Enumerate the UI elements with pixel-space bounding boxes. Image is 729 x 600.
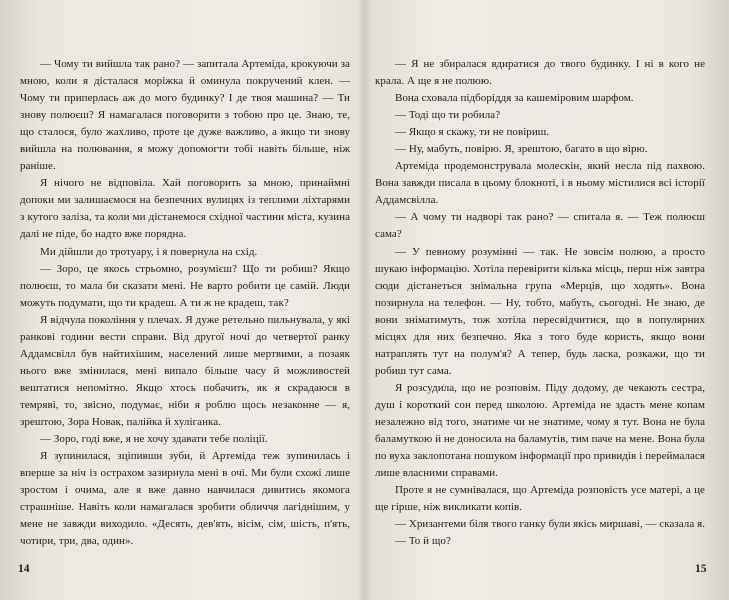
paragraph: Артеміда продемонструвала молескін, який несла під пахвою. Вона завжди писала в цьому блокноті, і в ньому містилися всі історії Аддамсвілла. (375, 160, 705, 207)
paragraph: Ми дійшли до тротуару, і я повернула на схід. (40, 245, 258, 258)
paragraph: Я відчула покоління у плечах. Я дуже ретельно пильнувала, у які ранкові години вести справи. Від другої ночі до четвертої ранку Аддамсвілл був найтихішим, населений лише мертвими, а позаяк нього вже змінилася, мені випало більше часу й можливостей вештатися непомітно. Якщо хтось побачить, як я скрадаюся в темряві, то, звісно, подумає, ніби я роблю щось незаконне — я, зрештою, Зора Новак, палійка й хуліганка. (20, 313, 350, 428)
paragraph: Проте я не сумнівалася, що Артеміда розповість усе матері, а це ще гірше, ніж викликати копів. (375, 484, 705, 514)
paragraph: — Тоді що ти робила? (395, 109, 501, 122)
page-number-right: 15 (695, 563, 707, 575)
paragraph: Я нічого не відповіла. Хай поговорить за мною, принаймні допоки ми залишаємося на безпечних вулицях із теплими ліхтарями з кутого заліза, та коли ми дістанемося східної частини міста, кузина далі не піде, бо надто вже порядна. (20, 177, 350, 241)
paragraph: — То й що? (395, 535, 451, 548)
paragraph: — Ну, мабуть, повірю. Я, зрештою, багато в що вірю. (395, 143, 648, 156)
paragraph: — Зоро, годі вже, я не хочу здавати тебе поліції. (40, 433, 268, 446)
paragraph: — А чому ти надворі так рано? — спитала я. — Теж полюєш сама? (375, 211, 705, 241)
right-page (375, 56, 705, 550)
paragraph: Вона сховала підборіддя за кашеміровим шарфом. (395, 92, 634, 105)
paragraph: — У певному розумінні — так. Не зовсім полюю, а просто шукаю інформацію. Хотіла перевірити кілька місць, перш ніж завтра сюди дістанеться знімальна група «Мерців, що ходять». Вона позирнула на телефон. — Ну, тобто, мабуть, сьогодні. Не знаю, де вони зніматимуть, тож хотіла пересвідчитися, що в популярних місцях для них безпечно. Яка з того буде користь, якщо вони натраплять тут на полум'я? А тепер, будь ласка, розкажи, що ти робиш тут сама. (375, 245, 705, 377)
paragraph: — Я не збиралася вдиратися до твого будинку. І ні в кого не крала. А ще я не полюю. (375, 58, 705, 88)
page-number-left: 14 (18, 563, 30, 575)
paragraph: — Зоро, це якось стрьомно, розумієш? Що ти робиш? Якщо полюєш, то мала би сказати мені. Не варто робити це самій. Люди можуть подумати, що ти крадеш. А ти ж не крадеш, так? (20, 262, 350, 309)
paragraph: Я розсудила, що не розповім. Піду додому, де чекають сестра, душ і короткий сон перед школою. Артеміда не здасть мене копам незалежно від того, знатиме чи не знатиме, чому я тут. Вона не була баламуткою й не доносила на баламутів, тим паче на мене. Вона була по вуха заклопотана пошуком інформації про привидів і переймалася лише власними справами. (375, 381, 705, 480)
paragraph: — Якщо я скажу, ти не повіриш. (395, 126, 550, 139)
left-page (20, 56, 350, 550)
paragraph: — Хризантеми біля твого ганку були якісь миршаві, — сказала я. (395, 518, 705, 531)
paragraph: Я зупинилася, зціпивши зуби, й Артеміда теж зупинилась і вперше за ніч із острахом зазирнула мені в очі. Ми були схожі лише зростом і очима, але я вже давно навчилася дивитись якомога страшніше. Навіть коли намагалася зробити обличчя лагіднішим, у мене не завжди виходило. «Десять, дев'ять, вісім, сім, шість, п'ять, чотири, три, два, один». (20, 450, 350, 548)
paragraph: — Чому ти вийшла так рано? — запитала Артеміда, крокуючи за мною, коли я дісталася моріжка й оминула покручений клен. — Чому ти приперлась аж до мого будинку? І де твоя машина? — Ти знову полюєш? Я намагалася поговорити з тобою про це. Знаю, те, що сталося, було жахливо, проте це дуже важливо, а якщо ти знову вийшла на полювання, я можу допомогти тобі навіть більше, ніж раніше. (20, 58, 350, 173)
